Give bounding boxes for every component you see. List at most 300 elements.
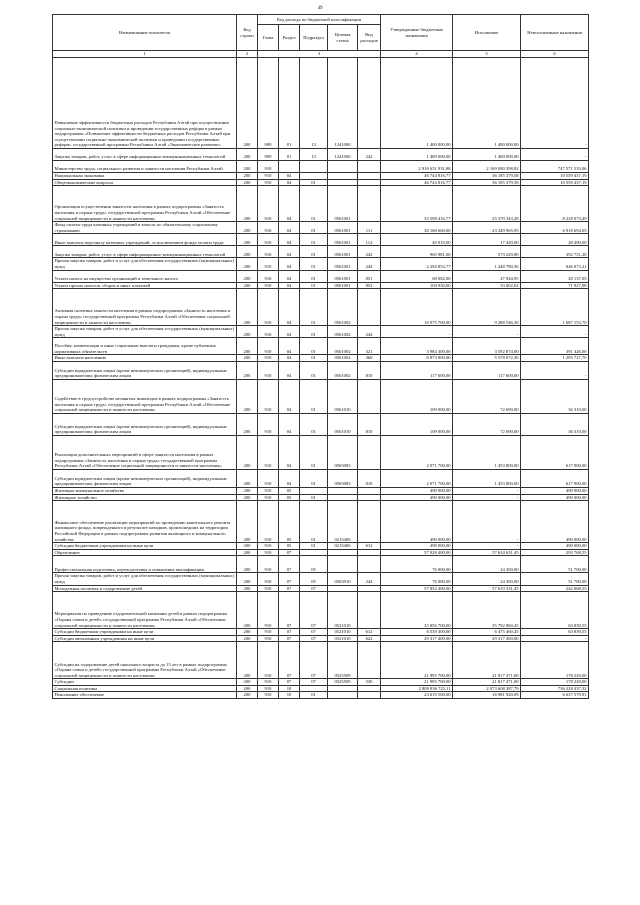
cell-executed: 72 690,00 <box>453 379 521 413</box>
cell-podrazdel <box>300 487 328 494</box>
cell-approved: 2 916 651 931,88 <box>381 161 453 173</box>
cell-razdel: 07 <box>279 585 300 592</box>
cell-glava: 910 <box>258 469 279 487</box>
cell-executed: 6 475 460,45 <box>453 629 521 636</box>
cell-target-article <box>328 549 358 556</box>
cell-name: Национальная экономика <box>53 173 237 180</box>
cell-target-article: 0561010 <box>328 413 358 435</box>
cell-line-code: 200 <box>237 149 258 161</box>
table-row <box>53 379 589 413</box>
cell-glava: 910 <box>258 355 279 362</box>
cell-target-article: 0561010 <box>328 379 358 413</box>
cell-razdel: 04 <box>279 246 300 258</box>
cell-line-code: 200 <box>237 355 258 362</box>
cell-glava: 910 <box>258 161 279 173</box>
cell-podrazdel: 05 <box>300 573 328 585</box>
cell-executed: 24 300,00 <box>453 573 521 585</box>
cell-expense-type <box>358 585 381 592</box>
cell-glava: 910 <box>258 487 279 494</box>
cell-expense-type: 244 <box>358 258 381 270</box>
cell-name: Финансовое обеспечение реализации мероприятий по проведению капитального ремонта жилищного фонда, поврежденного в результате паводков, произошедших на территории Российской Федерации в рамках подпрограммы развития жилищного и коммунального хозяйства <box>53 501 237 543</box>
cell-name: Повышение эффективности бюджетных расходов Республики Алтай при осуществлении социально-экономической политики и проведении государственных реформ в рамках подпрограммы «Повышение эффективности бюджетных расходов Республики Алтай при осуществлении социально-экономической политики и проведении государственных реформ» государственной программы Республики Алтай «Экономическое развитие» <box>53 58 237 149</box>
cell-executed: 3 592 874,00 <box>453 338 521 355</box>
cell-podrazdel: 01 <box>300 543 328 550</box>
cell-podrazdel: 01 <box>300 501 328 543</box>
table-row <box>53 289 589 326</box>
cell-podrazdel: 01 <box>300 282 328 289</box>
cell-glava: 910 <box>258 289 279 326</box>
cell-name: Субсидии юридическим лицам (кроме некоммерческих организаций), индивидуальным предпринимателям, физическим лицам <box>53 469 237 487</box>
cell-line-code: 200 <box>237 501 258 543</box>
cell-approved: 1 400 000,00 <box>381 149 453 161</box>
cell-name: Пособия, компенсации и иные социальные выплаты гражданам, кроме публичных нормативных обязательств <box>53 338 237 355</box>
cell-glava: 910 <box>258 494 279 501</box>
cell-expense-type <box>358 173 381 180</box>
cell-podrazdel: 07 <box>300 629 328 636</box>
cell-line-code: 200 <box>237 282 258 289</box>
cell-unexecuted: 391 426,00 <box>521 338 589 355</box>
table-row <box>53 435 589 469</box>
cell-podrazdel: 01 <box>300 270 328 282</box>
cell-unexecuted: 490 000,00 <box>521 487 589 494</box>
cell-target-article: 1241000 <box>328 58 358 149</box>
cell-executed: 57 634 631,45 <box>453 549 521 556</box>
cell-name: Прочая закупка товаров, работ и услуг для обеспечения государственных (муниципальных) нужд <box>53 326 237 338</box>
cell-razdel: 04 <box>279 289 300 326</box>
cell-glava: 910 <box>258 326 279 338</box>
cell-unexecuted: 178 229,00 <box>521 679 589 686</box>
cell-approved: 1 400 000,00 <box>381 58 453 149</box>
cell-razdel: 07 <box>279 635 300 642</box>
table-row <box>53 222 589 234</box>
cell-glava: 910 <box>258 435 279 469</box>
cell-razdel: 04 <box>279 355 300 362</box>
cell-expense-type <box>358 692 381 699</box>
cell-glava: 910 <box>258 258 279 270</box>
cell-line-code: 200 <box>237 573 258 585</box>
cell-name: Прочая закупка товаров, работ и услуг для обеспечения государственных (муниципальных) нужд <box>53 573 237 585</box>
cell-executed: 573 229,80 <box>453 246 521 258</box>
cell-target-article <box>328 685 358 692</box>
cell-expense-type <box>358 289 381 326</box>
cell-podrazdel: 13 <box>300 149 328 161</box>
cell-executed: 21 817 471,00 <box>453 679 521 686</box>
cell-razdel: 10 <box>279 692 300 699</box>
cell-razdel: 05 <box>279 494 300 501</box>
cell-unexecuted: 1 687 153,70 <box>521 289 589 326</box>
cell-executed: 25 370 343,28 <box>453 186 521 222</box>
header-unexecuted: Неисполненные назначения <box>521 15 589 51</box>
cell-target-article: 0561002 <box>328 289 358 326</box>
cell-podrazdel: 13 <box>300 58 328 149</box>
cell-podrazdel: 01 <box>300 326 328 338</box>
cell-razdel: 07 <box>279 573 300 585</box>
cell-expense-type: 244 <box>358 573 381 585</box>
cell-unexecuted: - <box>521 149 589 161</box>
cell-target-article: 0525509 <box>328 679 358 686</box>
cell-razdel: 04 <box>279 179 300 186</box>
cell-unexecuted: 20 137,05 <box>521 270 589 282</box>
cell-expense-type: 810 <box>358 413 381 435</box>
table-row <box>53 585 589 592</box>
cell-line-code: 200 <box>237 361 258 379</box>
cell-unexecuted: - <box>521 361 589 379</box>
cell-target-article: 0565083 <box>328 469 358 487</box>
cell-expense-type: 810 <box>358 469 381 487</box>
cell-target-article: 0561001 <box>328 234 358 246</box>
cell-glava: 910 <box>258 556 279 573</box>
cell-razdel: 01 <box>279 149 300 161</box>
cell-approved: 2 071 700,00 <box>381 435 453 469</box>
cell-target-article: 0521010 <box>328 629 358 636</box>
cell-target-article: 0215406 <box>328 543 358 550</box>
cell-unexecuted: 6 918 694,05 <box>521 222 589 234</box>
cell-razdel: 04 <box>279 435 300 469</box>
table-row <box>53 186 589 222</box>
cell-podrazdel: 01 <box>300 379 328 413</box>
cell-line-code: 200 <box>237 487 258 494</box>
cell-name: Уплата прочих налогов, сборов и иных платежей <box>53 282 237 289</box>
cell-unexecuted: 51 700,00 <box>521 573 589 585</box>
cell-line-code: 200 <box>237 642 258 679</box>
cell-line-code: 200 <box>237 179 258 186</box>
cell-executed: 29 317 400,00 <box>453 635 521 642</box>
cell-glava: 909 <box>258 58 279 149</box>
cell-target-article <box>328 487 358 494</box>
table-row <box>53 326 589 338</box>
cell-line-code: 200 <box>237 234 258 246</box>
cell-line-code: 200 <box>237 635 258 642</box>
cell-unexecuted: 71 927,98 <box>521 282 589 289</box>
table-row <box>53 556 589 573</box>
cell-expense-type: 851 <box>358 270 381 282</box>
cell-approved: 117 600,00 <box>381 361 453 379</box>
cell-target-article: 0521010 <box>328 592 358 629</box>
cell-razdel: 04 <box>279 282 300 289</box>
cell-name: Субсидии бюджетным учреждениям на иные цели <box>53 629 237 636</box>
cell-razdel: 04 <box>279 222 300 234</box>
cell-approved: 35 856 700,00 <box>381 592 453 629</box>
cell-podrazdel <box>300 161 328 173</box>
cell-razdel: 04 <box>279 258 300 270</box>
cell-glava: 910 <box>258 585 279 592</box>
cell-name: Иные выплаты персоналу казенных учреждений, за исключением фонда оплаты труда <box>53 234 237 246</box>
cell-target-article <box>328 556 358 573</box>
cell-line-code: 200 <box>237 173 258 180</box>
cell-unexecuted: 747 571 533,06 <box>521 161 589 173</box>
cell-target-article: 0561001 <box>328 270 358 282</box>
cell-approved: 10 975 700,00 <box>381 289 453 326</box>
cell-glava: 910 <box>258 501 279 543</box>
cell-unexecuted: 736 228 337,32 <box>521 685 589 692</box>
cell-unexecuted: 1 295 727,70 <box>521 355 589 362</box>
table-row <box>53 679 589 686</box>
table-row <box>53 338 589 355</box>
cell-approved: 21 995 700,00 <box>381 642 453 679</box>
cell-unexecuted: 51 700,00 <box>521 556 589 573</box>
cell-razdel: 05 <box>279 501 300 543</box>
cell-approved: 21 995 700,00 <box>381 679 453 686</box>
cell-target-article <box>328 494 358 501</box>
cell-approved: 490 000,00 <box>381 543 453 550</box>
cell-glava: 910 <box>258 413 279 435</box>
cell-line-code: 200 <box>237 469 258 487</box>
cell-target-article: 0565083 <box>328 435 358 469</box>
cell-target-article: 0561001 <box>328 258 358 270</box>
cell-razdel: 07 <box>279 629 300 636</box>
cell-line-code: 200 <box>237 592 258 629</box>
cell-podrazdel: 07 <box>300 585 328 592</box>
cell-executed: 57 610 331,45 <box>453 585 521 592</box>
cell-line-code: 200 <box>237 161 258 173</box>
cell-expense-type <box>358 501 381 543</box>
cell-expense-type: 612 <box>358 543 381 550</box>
header-executed: Исполнение <box>453 15 521 51</box>
cell-podrazdel: 01 <box>300 222 328 234</box>
col-number: 1 <box>53 51 237 58</box>
cell-glava: 910 <box>258 592 279 629</box>
cell-expense-type <box>358 435 381 469</box>
cell-line-code: 200 <box>237 186 258 222</box>
cell-expense-type: 622 <box>358 635 381 642</box>
cell-approved: 68 082,00 <box>381 270 453 282</box>
cell-approved: 104 930,00 <box>381 282 453 289</box>
cell-approved: 46 744 816,77 <box>381 179 453 186</box>
cell-executed: 23 249 965,95 <box>453 222 521 234</box>
cell-razdel: 01 <box>279 58 300 149</box>
cell-expense-type: 360 <box>358 355 381 362</box>
cell-executed: 36 185 379,58 <box>453 179 521 186</box>
cell-razdel: 07 <box>279 679 300 686</box>
cell-unexecuted: 490 000,00 <box>521 494 589 501</box>
cell-glava: 910 <box>258 573 279 585</box>
cell-unexecuted: - <box>521 326 589 338</box>
cell-expense-type <box>358 556 381 573</box>
cell-executed: 33 002,02 <box>453 282 521 289</box>
cell-unexecuted: 490 000,00 <box>521 543 589 550</box>
cell-executed: - <box>453 543 521 550</box>
cell-name: Социальная политика <box>53 685 237 692</box>
cell-executed: 16 981 920,09 <box>453 692 521 699</box>
cell-target-article: 0561001 <box>328 222 358 234</box>
cell-expense-type: 112 <box>358 234 381 246</box>
cell-expense-type <box>358 549 381 556</box>
col-number: 3 <box>258 51 381 58</box>
header-budget-code: Код расхода по бюджетной классификации <box>258 15 381 25</box>
cell-executed: 2 073 608 387,79 <box>453 685 521 692</box>
header-target-article: Целевая статья <box>328 25 358 51</box>
table-row <box>53 58 589 149</box>
table-row <box>53 487 589 494</box>
cell-approved: 2 809 836 725,11 <box>381 685 453 692</box>
cell-target-article: 0561001 <box>328 186 358 222</box>
cell-glava: 910 <box>258 361 279 379</box>
cell-podrazdel: 01 <box>300 338 328 355</box>
cell-unexecuted: 36 310,00 <box>521 379 589 413</box>
cell-expense-type: 242 <box>358 149 381 161</box>
cell-executed: 1 400 000,00 <box>453 58 521 149</box>
header-line-code: Код строки <box>237 15 258 51</box>
cell-line-code: 200 <box>237 222 258 234</box>
cell-approved: 33 598 416,77 <box>381 186 453 222</box>
cell-approved: 29 317 400,00 <box>381 635 453 642</box>
cell-glava: 910 <box>258 692 279 699</box>
cell-target-article <box>328 585 358 592</box>
cell-name: Общеэкономические вопросы <box>53 179 237 186</box>
col-number: 6 <box>521 51 589 58</box>
cell-expense-type <box>358 179 381 186</box>
cell-name: Жилищное хозяйство <box>53 494 237 501</box>
cell-line-code: 200 <box>237 556 258 573</box>
cell-name: Прочая закупка товаров, работ и услуг для обеспечения государственных (муниципальных) нужд <box>53 258 237 270</box>
cell-podrazdel: 01 <box>300 413 328 435</box>
cell-name: Субсидии автономным учреждениям на иные цели <box>53 635 237 642</box>
cell-approved: 76 000,00 <box>381 556 453 573</box>
cell-target-article: 0521010 <box>328 635 358 642</box>
table-row <box>53 549 589 556</box>
table-row <box>53 494 589 501</box>
cell-name: Уплата налога на имущество организаций и земельного налога <box>53 270 237 282</box>
cell-line-code: 200 <box>237 685 258 692</box>
cell-executed: - <box>453 487 521 494</box>
cell-glava: 910 <box>258 685 279 692</box>
cell-razdel: 04 <box>279 173 300 180</box>
cell-podrazdel <box>300 173 328 180</box>
cell-glava: 910 <box>258 549 279 556</box>
table-row <box>53 173 589 180</box>
cell-expense-type: 530 <box>358 679 381 686</box>
cell-expense-type <box>358 379 381 413</box>
cell-podrazdel: 01 <box>300 234 328 246</box>
cell-glava: 910 <box>258 635 279 642</box>
cell-unexecuted: 63 839,55 <box>521 629 589 636</box>
cell-target-article: 0561002 <box>328 355 358 362</box>
cell-executed: 35 792 860,45 <box>453 592 521 629</box>
cell-target-article <box>328 173 358 180</box>
cell-unexecuted: 6 637 579,91 <box>521 692 589 699</box>
cell-target-article: 0503910 <box>328 573 358 585</box>
budget-execution-table <box>52 14 589 699</box>
col-number: 5 <box>453 51 521 58</box>
cell-target-article: 0561002 <box>328 338 358 355</box>
cell-approved: 965 981,00 <box>381 246 453 258</box>
header-approved: Утвержденные бюджетные назначения <box>381 15 453 51</box>
cell-approved: 76 000,00 <box>381 573 453 585</box>
cell-podrazdel: 01 <box>300 692 328 699</box>
cell-approved: 490 000,00 <box>381 501 453 543</box>
cell-name: Министерство труда, социального развития и занятости населения Республики Алтай <box>53 161 237 173</box>
cell-name: Профессиональная подготовка, переподготовка и повышение квалификации <box>53 556 237 573</box>
cell-line-code: 200 <box>237 549 258 556</box>
cell-podrazdel: 01 <box>300 435 328 469</box>
cell-razdel: 04 <box>279 469 300 487</box>
cell-name: Содействие в трудоустройстве незанятых инвалидов в рамках подпрограммы «Занятость населения и охрана труда» государственной программы Республики Алтай «Обеспечение социальной защищенности и занятости населения» <box>53 379 237 413</box>
table-row <box>53 592 589 629</box>
cell-unexecuted: 36 310,00 <box>521 413 589 435</box>
cell-podrazdel <box>300 549 328 556</box>
cell-target-article: 0525509 <box>328 642 358 679</box>
col-number: 2 <box>237 51 258 58</box>
cell-line-code: 200 <box>237 338 258 355</box>
cell-razdel <box>279 161 300 173</box>
table-row <box>53 642 589 679</box>
cell-executed: 36 185 379,58 <box>453 173 521 180</box>
table-row <box>53 543 589 550</box>
cell-glava: 910 <box>258 282 279 289</box>
cell-razdel: 05 <box>279 487 300 494</box>
cell-executed: 17 420,00 <box>453 234 521 246</box>
table-row <box>53 685 589 692</box>
cell-target-article: 0561001 <box>328 246 358 258</box>
cell-podrazdel <box>300 685 328 692</box>
table-row <box>53 629 589 636</box>
cell-unexecuted: 8 228 073,49 <box>521 186 589 222</box>
cell-approved: 109 000,00 <box>381 379 453 413</box>
table-row <box>53 234 589 246</box>
cell-glava: 910 <box>258 246 279 258</box>
cell-approved: 2 294 853,77 <box>381 258 453 270</box>
cell-unexecuted: - <box>521 635 589 642</box>
cell-razdel: 04 <box>279 186 300 222</box>
cell-line-code: 200 <box>237 543 258 550</box>
header-name: Наименование показателя <box>53 15 237 51</box>
cell-expense-type <box>358 494 381 501</box>
cell-line-code: 200 <box>237 379 258 413</box>
cell-expense-type: 244 <box>358 326 381 338</box>
cell-name: Субсидии на оздоровление детей школьного возраста до 15 лет в рамках подпрограммы «Охрана семьи и детей» государственной программы Республики Алтай «Обеспечение социальной защищенности и занятости населения» <box>53 642 237 679</box>
cell-name: Образование <box>53 549 237 556</box>
cell-glava: 910 <box>258 338 279 355</box>
cell-target-article: 0561001 <box>328 282 358 289</box>
header-glava: Глава <box>258 25 279 51</box>
table-row <box>53 270 589 282</box>
cell-podrazdel: 01 <box>300 289 328 326</box>
cell-expense-type: 111 <box>358 222 381 234</box>
cell-expense-type <box>358 186 381 222</box>
cell-approved: 23 619 500,00 <box>381 692 453 699</box>
cell-razdel: 04 <box>279 379 300 413</box>
table-row <box>53 355 589 362</box>
table-row <box>53 149 589 161</box>
table-row <box>53 179 589 186</box>
cell-glava: 910 <box>258 186 279 222</box>
cell-line-code: 200 <box>237 585 258 592</box>
cell-podrazdel: 07 <box>300 592 328 629</box>
table-row <box>53 161 589 173</box>
cell-expense-type: 242 <box>358 246 381 258</box>
cell-expense-type: 810 <box>358 361 381 379</box>
cell-podrazdel: 01 <box>300 258 328 270</box>
table-row <box>53 692 589 699</box>
cell-razdel: 04 <box>279 234 300 246</box>
cell-executed: - <box>453 326 521 338</box>
cell-executed: 24 300,00 <box>453 556 521 573</box>
cell-executed: - <box>453 494 521 501</box>
table-row <box>53 258 589 270</box>
cell-name: Субсидии юридическим лицам (кроме некоммерческих организаций), индивидуальным предпринимателям, физическим лицам <box>53 413 237 435</box>
cell-name: Пенсионное обеспечение <box>53 692 237 699</box>
cell-line-code: 200 <box>237 413 258 435</box>
cell-podrazdel: 01 <box>300 246 328 258</box>
cell-approved: 6 873 800,00 <box>381 355 453 362</box>
cell-line-code: 200 <box>237 679 258 686</box>
cell-podrazdel: 05 <box>300 556 328 573</box>
cell-glava: 910 <box>258 642 279 679</box>
cell-podrazdel: 07 <box>300 642 328 679</box>
cell-line-code: 200 <box>237 270 258 282</box>
cell-unexecuted: 617 900,00 <box>521 435 589 469</box>
cell-unexecuted: 617 900,00 <box>521 469 589 487</box>
